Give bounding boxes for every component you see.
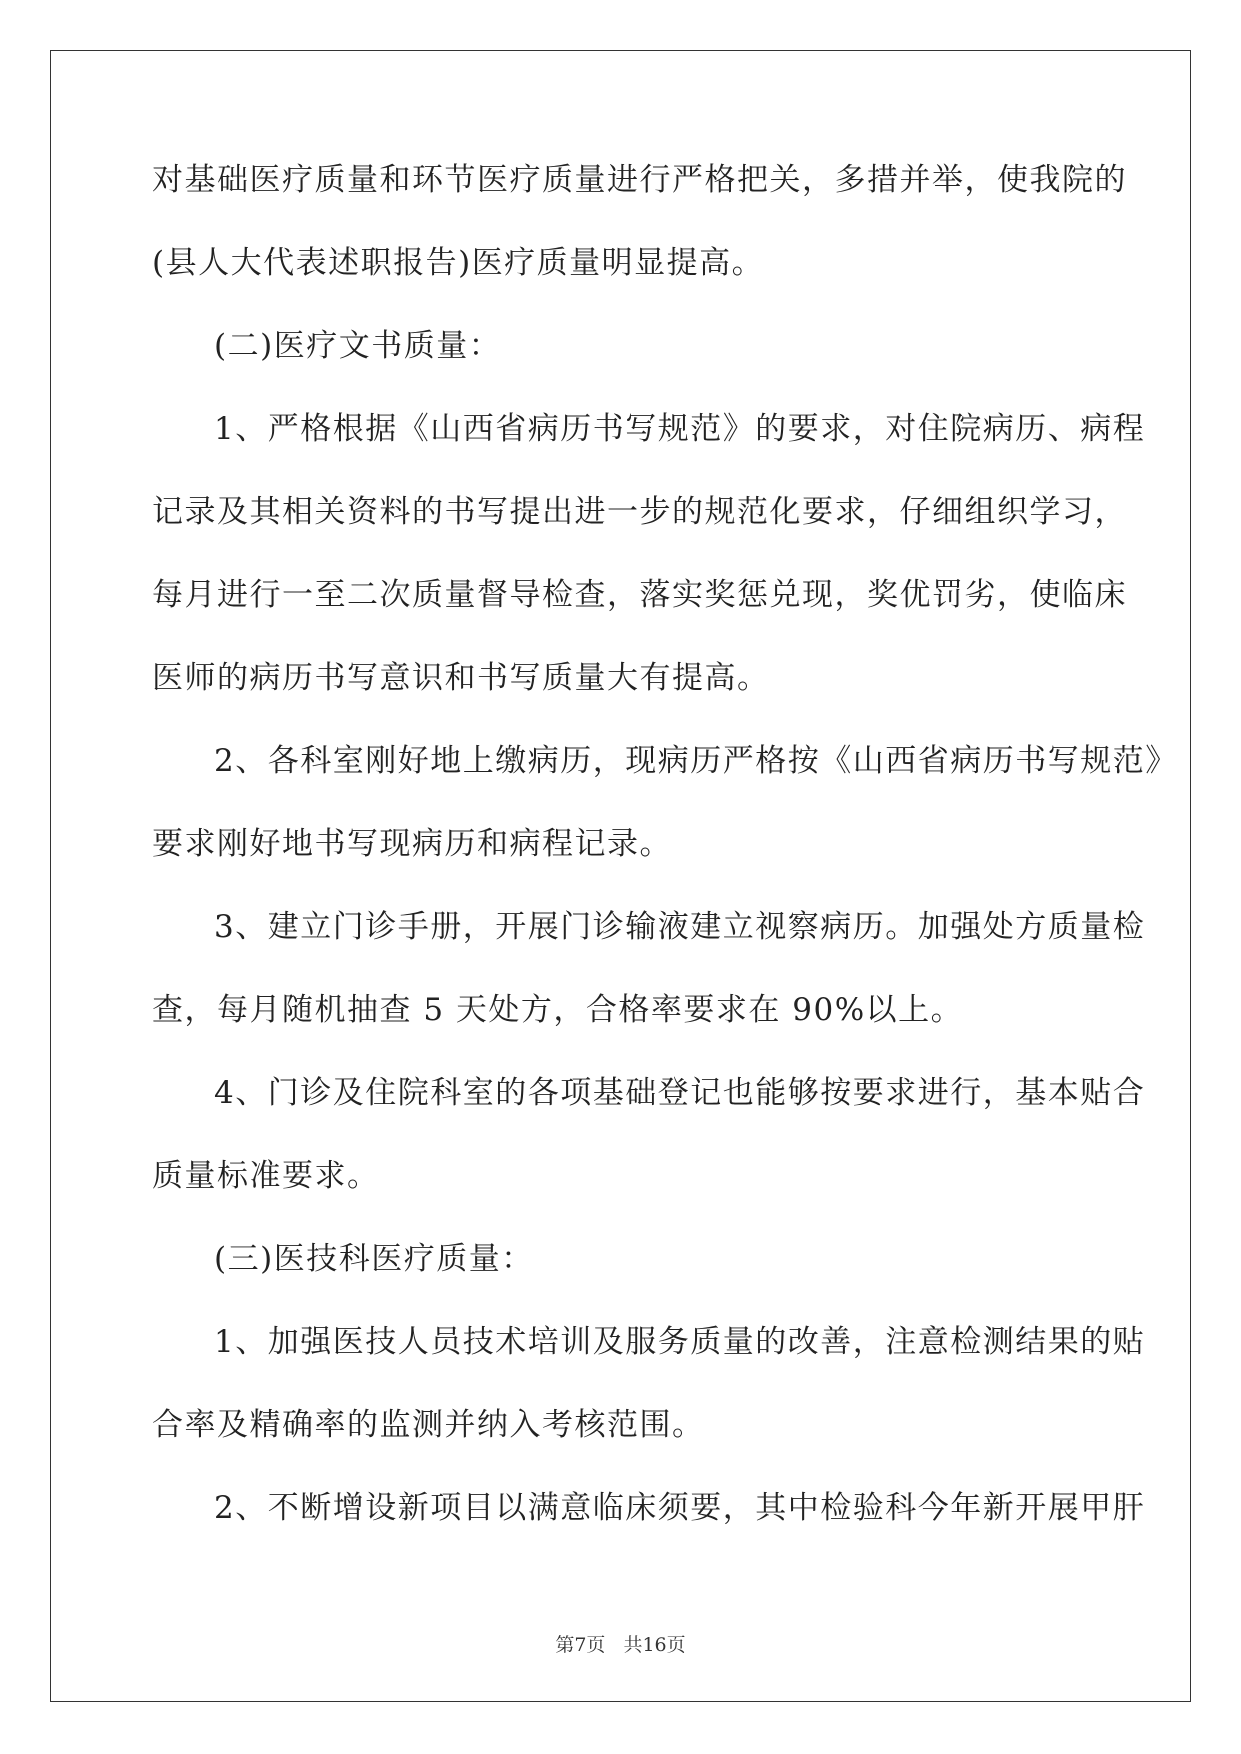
- text-line: 3、建立门诊手册，开展门诊输液建立视察病历。加强处方质量检: [214, 909, 1146, 945]
- text-line: 4、门诊及住院科室的各项基础登记也能够按要求进行，基本贴合: [214, 1075, 1146, 1111]
- page-footer: [0, 1630, 1241, 1657]
- text-line: (县人大代表述职报告)医疗质量明显提高。: [152, 245, 765, 281]
- text-line: 1、加强医技人员技术培训及服务质量的改善，注意检测结果的贴: [214, 1324, 1146, 1360]
- text-line: 对基础医疗质量和环节医疗质量进行严格把关，多措并举，使我院的: [152, 162, 1127, 198]
- document-body: [152, 160, 1178, 1571]
- text-line: 1、严格根据《山西省病历书写规范》的要求，对住院病历、病程: [214, 411, 1146, 447]
- page-number: 第7页: [555, 1634, 606, 1656]
- text-line: 记录及其相关资料的书写提出进一步的规范化要求，仔细组织学习，: [152, 494, 1127, 530]
- text-line: 要求刚好地书写现病历和病程记录。: [152, 826, 672, 862]
- section-heading: (二)医疗文书质量：: [214, 328, 502, 364]
- section-heading: (三)医技科医疗质量：: [214, 1241, 534, 1277]
- text-line: 合率及精确率的监测并纳入考核范围。: [152, 1407, 705, 1443]
- page-total: 共16页: [623, 1634, 686, 1656]
- text-line: 查，每月随机抽查 5 天处方，合格率要求在 90%以上。: [152, 992, 964, 1028]
- text-line: 2、不断增设新项目以满意临床须要，其中检验科今年新开展甲肝: [214, 1490, 1146, 1526]
- text-line: 每月进行一至二次质量督导检查，落实奖惩兑现，奖优罚劣，使临床: [152, 577, 1127, 613]
- text-line: 医师的病历书写意识和书写质量大有提高。: [152, 660, 770, 696]
- text-line: 质量标准要求。: [152, 1158, 380, 1194]
- text-line: 2、各科室刚好地上缴病历，现病历严格按《山西省病历书写规范》: [214, 743, 1178, 779]
